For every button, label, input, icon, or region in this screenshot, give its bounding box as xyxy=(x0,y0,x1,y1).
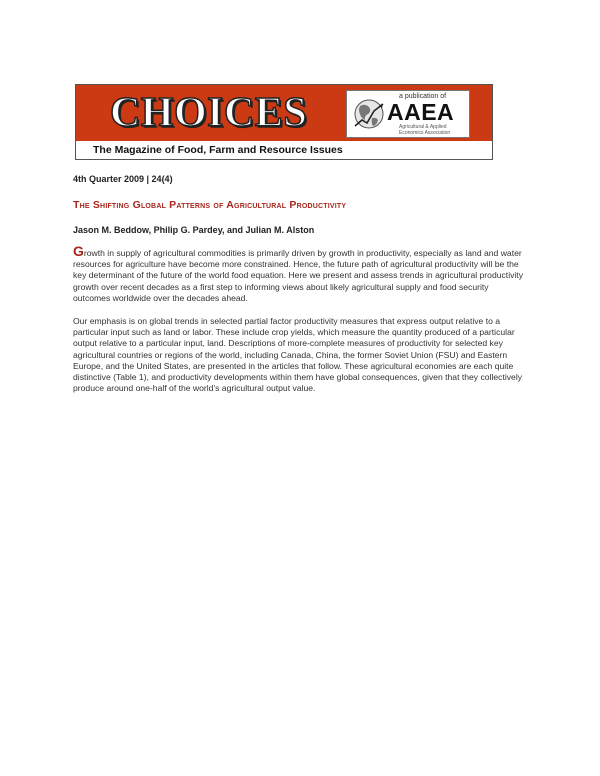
aaea-full-name: Agricultural & Applied Economics Association xyxy=(399,124,451,136)
masthead-banner xyxy=(76,85,492,141)
choices-logo: CHOICES xyxy=(110,90,308,136)
issue-line: 4th Quarter 2009 | 24(4) xyxy=(73,174,173,184)
paragraph-1 xyxy=(73,243,528,304)
drop-cap: G xyxy=(73,243,84,259)
magazine-tagline: The Magazine of Food, Farm and Resource Issues xyxy=(93,144,343,156)
paragraph-2: Our emphasis is on global trends in selected partial factor productivity measures that express output relative to a particular input such as land or labor. These include crop yields, which measure the quantity produced of a particular output relative to a particular input, land. Descriptions of more-complete measures of productivity for selected key agricultural countries or regions of the world, including Canada, China, the former Soviet Union (FSU) and Eastern Europe, and the United States, are presented in the articles that follow. These agricultural economies are each quite distinctive (Table 1), and productivity developments within them have global consequences, given that they collectively produce around one-half of the world's agricultural output value. xyxy=(73,316,523,394)
paragraph-1-text: rowth in supply of agricultural commodities is primarily driven by growth in productivity, especially as land and water resources for agriculture have become more constrained. Hence, the future path of agricultural productivity will be the key determinant of the future of the world food equation. Here we present and assess trends in agricultural productivity growth over recent decades as a first step to informing views about likely agricultural supply and food security outcomes worldwide over the decades ahead. xyxy=(73,248,523,303)
article-title: The Shifting Global Patterns of Agricultural Productivity xyxy=(73,199,347,211)
masthead xyxy=(75,84,493,160)
publication-label: a publication of xyxy=(399,93,447,100)
article-authors: Jason M. Beddow, Philip G. Pardey, and Julian M. Alston xyxy=(73,225,315,235)
aaea-logo xyxy=(346,90,470,138)
aaea-wordmark: AAEA xyxy=(387,99,455,125)
globe-chart-icon xyxy=(352,96,386,132)
